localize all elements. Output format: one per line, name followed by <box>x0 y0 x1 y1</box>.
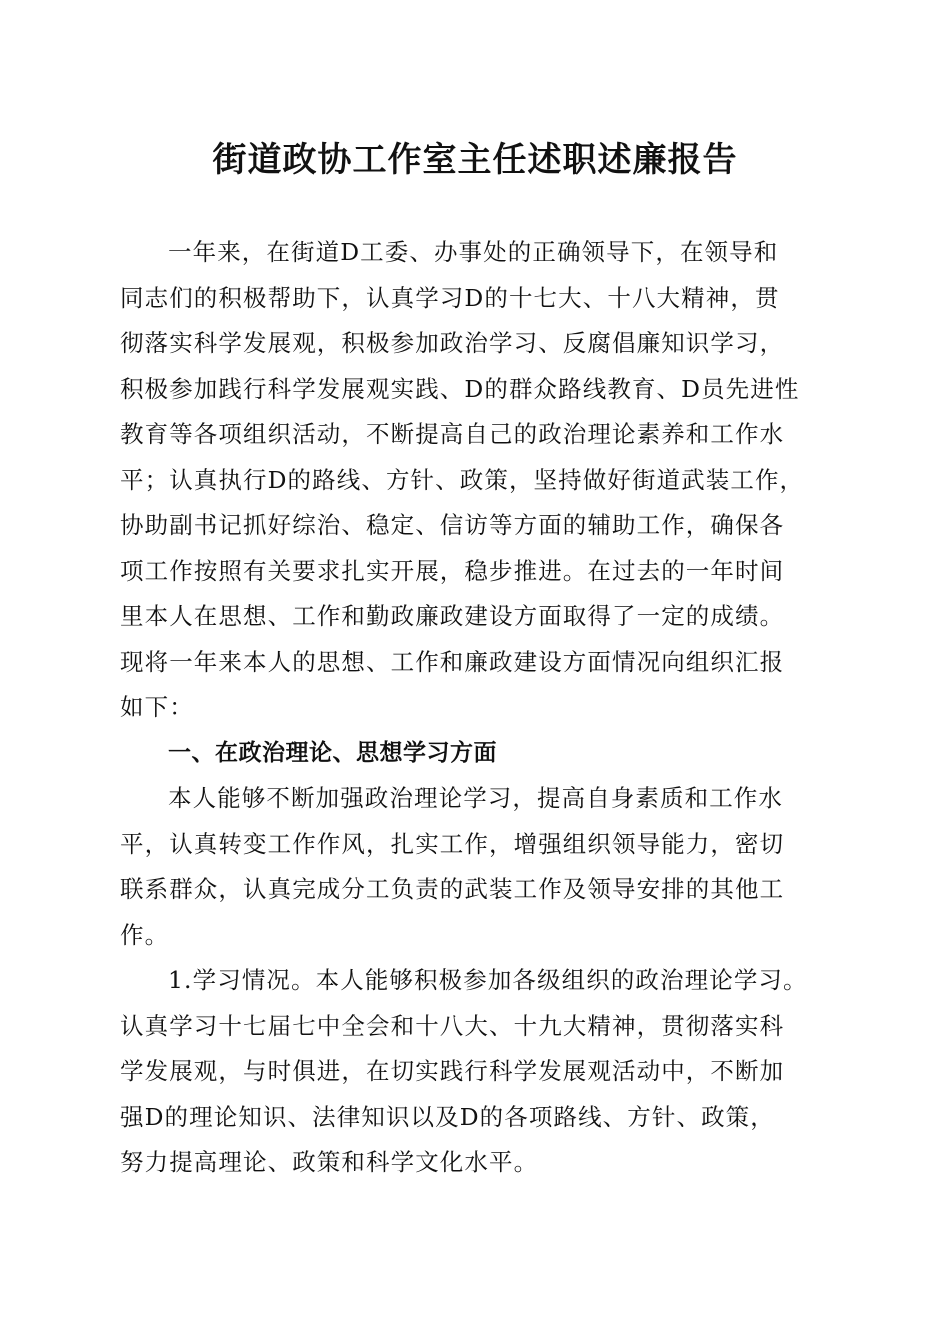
paragraph-political-study <box>120 776 836 958</box>
text-line: 项工作按照有关要求扎实开展，稳步推进。在过去的一年时间 <box>120 556 785 585</box>
text-line: 强D的理论知识、法律知识以及D的各项路线、方针、政策， <box>120 1102 775 1131</box>
text-line: 联系群众，认真完成分工负责的武装工作及领导安排的其他工 <box>120 875 785 903</box>
text-line: 认真学习十七届七中全会和十八大、十九大精神，贯彻落实科 <box>120 1011 785 1040</box>
document-body <box>120 230 836 1186</box>
text-line: 1.学习情况。本人能够积极参加各级组织的政治理论学习。 <box>168 966 808 994</box>
paragraph-intro <box>120 230 836 731</box>
text-line: 平；认真执行D的路线、方针、政策，坚持做好街道武装工作， <box>120 465 805 494</box>
document-title: 街道政协工作室主任述职述廉报告 <box>212 140 738 180</box>
text-line: 一年来，在街道D工委、办事处的正确领导下，在领导和 <box>168 238 779 266</box>
text-line: 同志们的积极帮助下，认真学习D的十七大、十八大精神，贯 <box>120 283 780 312</box>
text-line: 里本人在思想、工作和勤政廉政建设方面取得了一定的成绩。 <box>120 602 785 630</box>
text-line: 协助副书记抓好综治、稳定、信访等方面的辅助工作，确保各 <box>120 511 785 539</box>
text-line: 现将一年来本人的思想、工作和廉政建设方面情况向组织汇报 <box>120 647 785 676</box>
text-line: 作。 <box>120 920 170 949</box>
section-heading: 一、在政治理论、思想学习方面 <box>168 739 497 766</box>
text-line: 努力提高理论、政策和科学文化水平。 <box>120 1148 539 1176</box>
text-line: 学发展观，与时俱进，在切实践行科学发展观活动中，不断加 <box>120 1057 785 1085</box>
text-line: 教育等各项组织活动，不断提高自己的政治理论素养和工作水 <box>120 420 785 448</box>
text-line: 平，认真转变工作作风，扎实工作，增强组织领导能力，密切 <box>120 829 785 858</box>
text-line: 本人能够不断加强政治理论学习，提高自身素质和工作水 <box>168 784 783 812</box>
paragraph-study-situation <box>120 958 836 1186</box>
text-line: 积极参加践行科学发展观实践、D的群众路线教育、D员先进性 <box>120 374 800 403</box>
text-line: 如下： <box>120 693 194 721</box>
text-line: 彻落实科学发展观，积极参加政治学习、反腐倡廉知识学习， <box>120 329 785 357</box>
